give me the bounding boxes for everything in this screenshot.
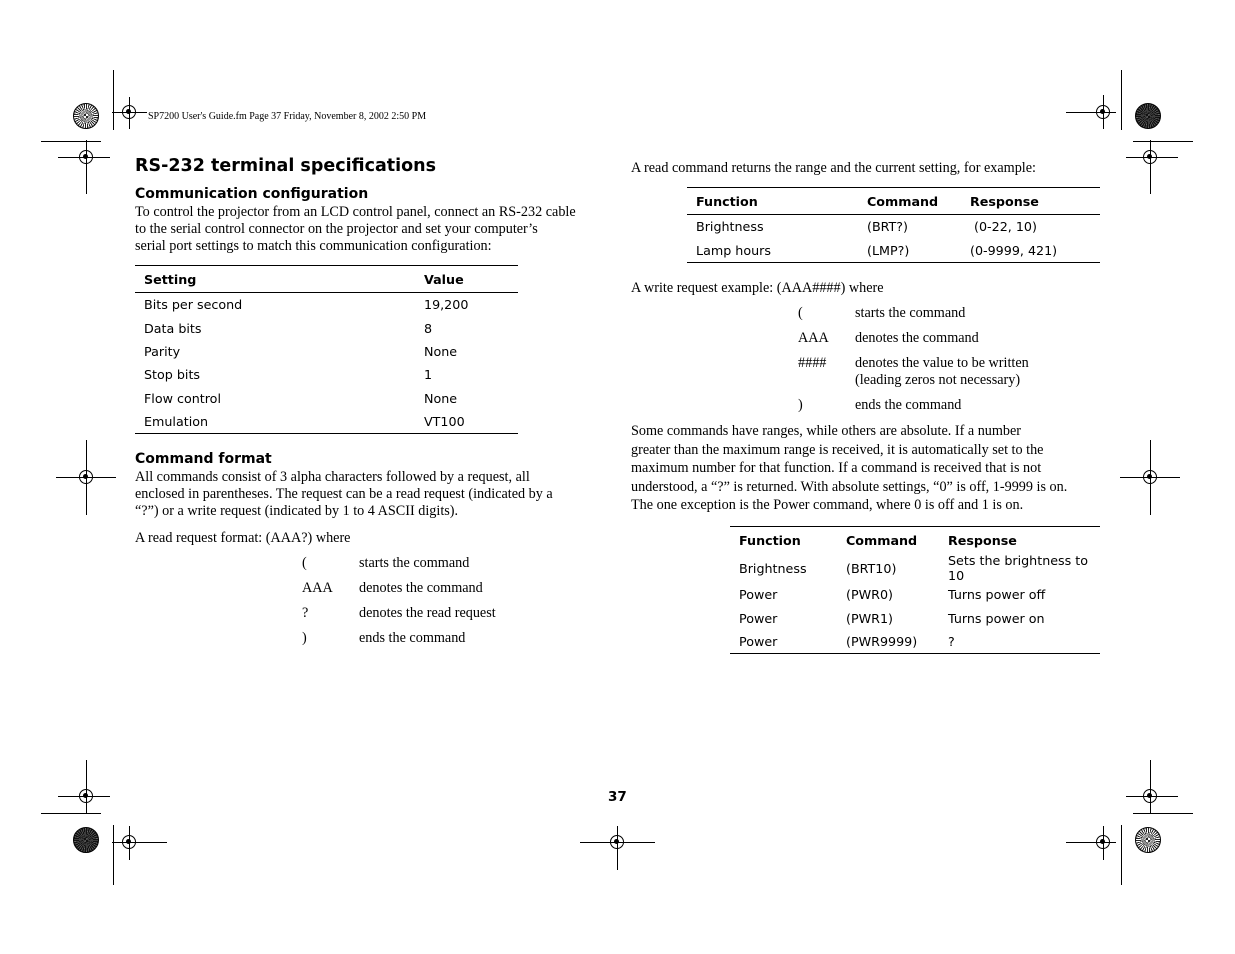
paragraph-line: Some commands have ranges, while others are absolute. If a number bbox=[631, 423, 1022, 439]
definition-line: denotes the value to be written bbox=[855, 355, 1029, 371]
registration-target-icon bbox=[79, 150, 93, 164]
page-number: 37 bbox=[608, 789, 627, 805]
registration-target-icon bbox=[122, 105, 136, 119]
table-row bbox=[687, 215, 1100, 239]
setting-cell: Stop bits bbox=[144, 367, 201, 383]
header-stamp: SP7200 User's Guide.fm Page 37 Friday, November 8, 2002 2:50 PM bbox=[148, 111, 427, 122]
table-row bbox=[730, 606, 1100, 629]
value-cell: None bbox=[424, 390, 458, 406]
column-header-response: Response bbox=[948, 532, 1017, 548]
definition-text: denotes the command bbox=[359, 580, 483, 596]
crop-line bbox=[113, 825, 114, 885]
registration-target-icon bbox=[1096, 835, 1110, 849]
paragraph-line: “?”) or a write request (indicated by 1 to 4 ASCII digits). bbox=[135, 503, 459, 519]
definition-row bbox=[302, 605, 562, 630]
column-header-value: Value bbox=[424, 271, 464, 287]
function-cell: Lamp hours bbox=[696, 242, 771, 258]
definition-symbol: ) bbox=[798, 397, 803, 413]
paragraph-line: All commands consist of 3 alpha characters followed by a request, all bbox=[135, 469, 530, 485]
settings-table bbox=[135, 265, 518, 434]
column-header-command: Command bbox=[846, 532, 918, 548]
table-row bbox=[730, 553, 1100, 583]
paragraph-line: understood, a “?” is returned. With absolute settings, “0” is off, 1-9999 is on. bbox=[631, 478, 1068, 495]
comm-config-heading: Communication configuration bbox=[135, 186, 369, 202]
definition-text: ends the command bbox=[359, 630, 466, 646]
column-header-response: Response bbox=[970, 193, 1039, 209]
table-row bbox=[135, 340, 518, 363]
function-cell: Power bbox=[739, 633, 778, 649]
color-rosette-icon bbox=[73, 103, 99, 129]
crop-line bbox=[113, 70, 114, 130]
page-title: RS-232 terminal specifications bbox=[135, 156, 437, 176]
crop-line bbox=[41, 141, 101, 142]
command-cell: (PWR9999) bbox=[846, 633, 918, 649]
command-cell: (PWR1) bbox=[846, 610, 893, 626]
function-cell: Power bbox=[739, 610, 778, 626]
crop-line bbox=[1133, 141, 1193, 142]
registration-target-icon bbox=[1143, 789, 1157, 803]
definition-line: (leading zeros not necessary) bbox=[855, 372, 1021, 388]
definition-symbol: ( bbox=[302, 555, 307, 571]
registration-target-icon bbox=[122, 835, 136, 849]
color-rosette-icon bbox=[73, 827, 99, 853]
value-cell: 19,200 bbox=[424, 297, 469, 313]
column-header-function: Function bbox=[739, 532, 801, 548]
paragraph-line: to the serial control connector on the projector and set your computer’s bbox=[135, 221, 538, 237]
definition-symbol: ) bbox=[302, 630, 307, 646]
definition-symbol: ( bbox=[798, 305, 803, 321]
setting-cell: Emulation bbox=[144, 414, 209, 430]
command-format-paragraph bbox=[135, 469, 553, 520]
command-cell: (BRT10) bbox=[846, 560, 897, 576]
paragraph-line: To control the projector from an LCD control panel, connect an RS-232 cable bbox=[135, 204, 576, 220]
value-cell: 8 bbox=[424, 320, 433, 336]
table-header-row bbox=[135, 266, 518, 293]
comm-config-paragraph bbox=[135, 204, 576, 255]
response-cell: ? bbox=[948, 633, 955, 649]
read-format-text: A read request format: (AAA?) where bbox=[135, 530, 351, 546]
read-example-table bbox=[687, 187, 1100, 263]
registration-target-icon bbox=[610, 835, 624, 849]
setting-cell: Bits per second bbox=[144, 297, 243, 313]
definition-symbol: #### bbox=[798, 355, 827, 371]
setting-cell: Parity bbox=[144, 343, 181, 359]
value-cell: 1 bbox=[424, 367, 433, 383]
crop-line bbox=[86, 140, 87, 194]
registration-target-icon bbox=[1096, 105, 1110, 119]
definition-row bbox=[798, 355, 1098, 397]
response-cell: Turns power on bbox=[948, 610, 1045, 626]
registration-target-icon bbox=[1143, 150, 1157, 164]
value-cell: None bbox=[424, 343, 458, 359]
write-example-table bbox=[730, 526, 1100, 654]
read-command-intro: A read command returns the range and the current setting, for example: bbox=[631, 160, 1036, 176]
crop-line bbox=[1121, 70, 1122, 130]
value-cell: VT100 bbox=[424, 414, 465, 430]
column-header-function: Function bbox=[696, 193, 758, 209]
crop-line bbox=[1150, 140, 1151, 194]
paragraph-line: greater than the maximum range is received, it is automatically set to the bbox=[631, 441, 1044, 458]
function-cell: Brightness bbox=[739, 560, 807, 576]
definition-row bbox=[302, 630, 562, 655]
table-row bbox=[135, 316, 518, 339]
table-header-row bbox=[687, 188, 1100, 215]
table-row bbox=[730, 583, 1100, 606]
table-row bbox=[135, 387, 518, 410]
definition-row bbox=[302, 555, 562, 580]
crop-line bbox=[86, 760, 87, 814]
function-cell: Brightness bbox=[696, 219, 764, 235]
crop-line bbox=[1150, 760, 1151, 814]
table-header-row bbox=[730, 527, 1100, 554]
command-cell: (LMP?) bbox=[867, 242, 910, 258]
setting-cell: Flow control bbox=[144, 390, 221, 406]
definition-text: starts the command bbox=[855, 305, 966, 321]
definition-row bbox=[798, 305, 1098, 330]
function-cell: Power bbox=[739, 587, 778, 603]
response-cell: Sets the brightness to 10 bbox=[948, 553, 1089, 583]
command-format-heading: Command format bbox=[135, 451, 272, 467]
column-header-setting: Setting bbox=[144, 271, 197, 287]
crop-line bbox=[1133, 813, 1193, 814]
registration-target-icon bbox=[79, 789, 93, 803]
read-request-definitions bbox=[302, 555, 562, 655]
registration-target-icon bbox=[1143, 470, 1157, 484]
definition-symbol: AAA bbox=[302, 580, 333, 596]
command-cell: (PWR0) bbox=[846, 587, 893, 603]
column-header-command: Command bbox=[867, 193, 939, 209]
paragraph-line: enclosed in parentheses. The request can be a read request (indicated by a bbox=[135, 486, 553, 502]
paragraph-line: The one exception is the Power command, where 0 is off and 1 is on. bbox=[631, 497, 1024, 513]
paragraph-line: maximum number for that function. If a command is received that is not bbox=[631, 460, 1042, 476]
crop-line bbox=[1121, 825, 1122, 885]
paragraph-line: serial port settings to match this communication configuration: bbox=[135, 238, 492, 254]
definition-text bbox=[855, 355, 1029, 389]
crop-line bbox=[41, 813, 101, 814]
response-cell: Turns power off bbox=[948, 587, 1046, 603]
command-cell: (BRT?) bbox=[867, 219, 908, 235]
color-rosette-icon bbox=[1135, 103, 1161, 129]
table-row bbox=[687, 238, 1100, 262]
response-cell: (0-9999, 421) bbox=[970, 242, 1058, 258]
definition-row bbox=[302, 580, 562, 605]
table-row bbox=[135, 363, 518, 386]
table-row bbox=[135, 410, 518, 434]
definition-symbol: ? bbox=[302, 605, 309, 621]
write-request-definitions bbox=[798, 305, 1098, 422]
table-row bbox=[135, 293, 518, 317]
color-rosette-icon bbox=[1135, 827, 1161, 853]
registration-target-icon bbox=[79, 470, 93, 484]
definition-text: denotes the command bbox=[855, 330, 979, 346]
write-format-text: A write request example: (AAA####) where bbox=[631, 280, 884, 296]
definition-text: ends the command bbox=[855, 397, 962, 413]
definition-row bbox=[798, 330, 1098, 355]
table-row bbox=[730, 630, 1100, 654]
definition-row bbox=[798, 397, 1098, 422]
definition-text: starts the command bbox=[359, 555, 470, 571]
definition-text: denotes the read request bbox=[359, 605, 496, 621]
ranges-paragraph bbox=[631, 422, 1067, 515]
response-cell: (0-22, 10) bbox=[970, 219, 1037, 235]
setting-cell: Data bits bbox=[144, 320, 202, 336]
definition-symbol: AAA bbox=[798, 330, 829, 346]
crop-line bbox=[112, 842, 167, 843]
